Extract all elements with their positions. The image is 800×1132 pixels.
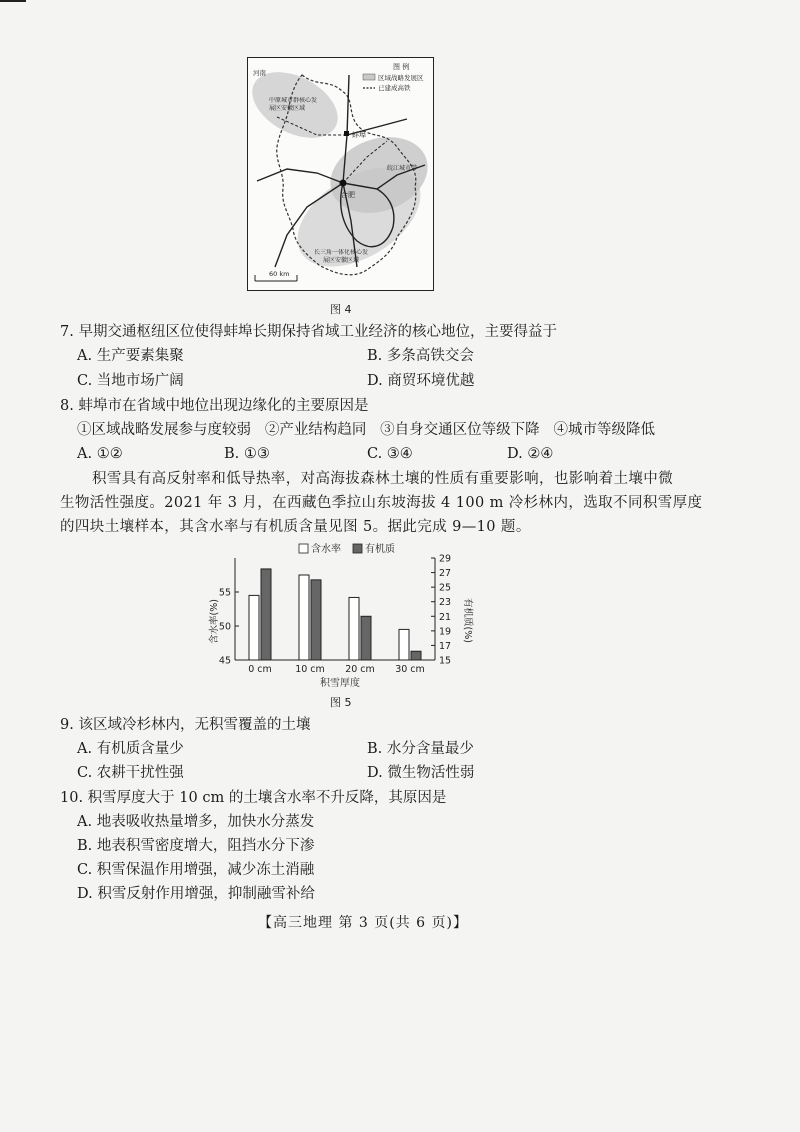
- bar-organic-3: [411, 651, 421, 660]
- y-right-tick-label: 29: [439, 553, 452, 565]
- label-henan: 河南: [253, 69, 266, 77]
- figure5-caption: 图 5: [330, 696, 352, 709]
- label-bengbu: 蚌埠: [352, 131, 366, 139]
- label-wanjiang: 皖江城市带: [387, 165, 418, 172]
- q8-stem: 8. 蚌埠市在省域中地位出现边缘化的主要原因是: [60, 398, 369, 414]
- y-axis-right-title: 有机质(%): [462, 598, 473, 643]
- q8-option-a[interactable]: A. ①②: [77, 446, 123, 462]
- figure4-caption: 图 4: [330, 303, 352, 316]
- q10-option-a[interactable]: A. 地表吸收热量增多，加快水分蒸发: [77, 814, 315, 830]
- x-tick-label: 30 cm: [395, 664, 425, 675]
- y-right-tick-label: 23: [439, 597, 452, 609]
- legend-title: 图 例: [393, 63, 410, 71]
- y-left-tick-label: 45: [218, 655, 231, 667]
- q10-option-c[interactable]: C. 积雪保温作用增强，减少冻土消融: [77, 862, 315, 878]
- label-yangtze: 长三角一体化核心发展区安徽区域: [313, 249, 368, 264]
- q7-stem: 7. 早期交通枢纽区位使得蚌埠长期保持省域工业经济的核心地位，主要得益于: [60, 324, 557, 340]
- q7-option-a[interactable]: A. 生产要素集聚: [77, 348, 184, 364]
- figure4-map: [247, 57, 434, 291]
- legend-label-water: 含水率: [311, 544, 341, 555]
- q8-factors: ①区域战略发展参与度较弱 ②产业结构趋同 ③自身交通区位等级下降 ④城市等级降低: [77, 422, 655, 438]
- label-hefei: 合肥: [341, 191, 355, 199]
- scale-label: 60 km: [269, 270, 290, 278]
- page-corner-mark: [0, 0, 26, 2]
- legend-item-region: 区域战略发展区: [378, 74, 424, 82]
- q7-option-d[interactable]: D. 商贸环境优越: [367, 373, 475, 389]
- page-footer: 【高三地理 第 3 页(共 6 页)】: [258, 915, 468, 931]
- legend-label-organic: 有机质: [365, 544, 395, 555]
- label-zhongyuan: 中原城市群核心发展区安徽区域: [269, 97, 317, 112]
- q10-option-d[interactable]: D. 积雪反射作用增强，抑制融雪补给: [77, 886, 315, 902]
- passage-line-3: 的四块土壤样本，其含水率与有机质含量见图 5。据此完成 9—10 题。: [60, 519, 531, 535]
- hefei-marker: [340, 180, 347, 187]
- y-right-tick-label: 19: [439, 626, 452, 638]
- x-tick-label: 20 cm: [345, 664, 375, 675]
- bar-organic-1: [311, 580, 321, 660]
- bar-water-3: [399, 629, 409, 660]
- y-right-tick-label: 21: [439, 611, 452, 623]
- legend-swatch-water: [299, 544, 308, 553]
- q10-stem: 10. 积雪厚度大于 10 cm 的土壤含水率不升反降，其原因是: [60, 790, 447, 806]
- y-right-tick-label: 15: [439, 655, 452, 667]
- q9-option-b[interactable]: B. 水分含量最少: [367, 741, 474, 757]
- bar-organic-2: [361, 616, 371, 660]
- q9-option-a[interactable]: A. 有机质含量少: [77, 741, 184, 757]
- bar-water-1: [299, 575, 309, 660]
- bar-water-2: [349, 597, 359, 660]
- y-left-tick-label: 55: [218, 587, 231, 599]
- bar-organic-0: [261, 569, 271, 660]
- y-right-tick-label: 25: [439, 582, 452, 594]
- q8-option-b[interactable]: B. ①③: [224, 446, 270, 462]
- figure5-chart: [195, 538, 485, 708]
- q10-option-b[interactable]: B. 地表积雪密度增大，阻挡水分下渗: [77, 838, 315, 854]
- q9-option-d[interactable]: D. 微生物活性弱: [367, 765, 475, 781]
- x-axis-title: 积雪厚度: [320, 678, 360, 689]
- x-tick-label: 0 cm: [248, 664, 272, 675]
- legend-swatch-organic: [353, 544, 362, 553]
- legend-item-railway: 已建成高铁: [378, 84, 411, 92]
- q9-option-c[interactable]: C. 农耕干扰性强: [77, 765, 184, 781]
- q9-stem: 9. 该区域冷杉林内，无积雪覆盖的土壤: [60, 717, 311, 733]
- x-tick-label: 10 cm: [295, 664, 325, 675]
- y-right-tick-label: 17: [439, 640, 452, 652]
- q7-option-c[interactable]: C. 当地市场广阔: [77, 373, 184, 389]
- passage-line-2: 生物活性强度。2021 年 3 月，在西藏色季拉山东坡海拔 4 100 m 冷杉林内，选取不同积雪厚度: [60, 495, 703, 511]
- bar-water-0: [249, 595, 259, 660]
- y-right-tick-label: 27: [439, 568, 452, 580]
- passage-line-1: 积雪具有高反射率和低导热率，对高海拔森林土壤的性质有重要影响，也影响着土壤中微: [92, 471, 674, 487]
- bengbu-marker: [344, 131, 349, 136]
- q7-option-b[interactable]: B. 多条高铁交会: [367, 348, 474, 364]
- q8-option-d[interactable]: D. ②④: [507, 446, 554, 462]
- q8-option-c[interactable]: C. ③④: [367, 446, 413, 462]
- y-left-tick-label: 50: [218, 621, 231, 633]
- y-axis-left-title: 含水率(%): [209, 599, 220, 644]
